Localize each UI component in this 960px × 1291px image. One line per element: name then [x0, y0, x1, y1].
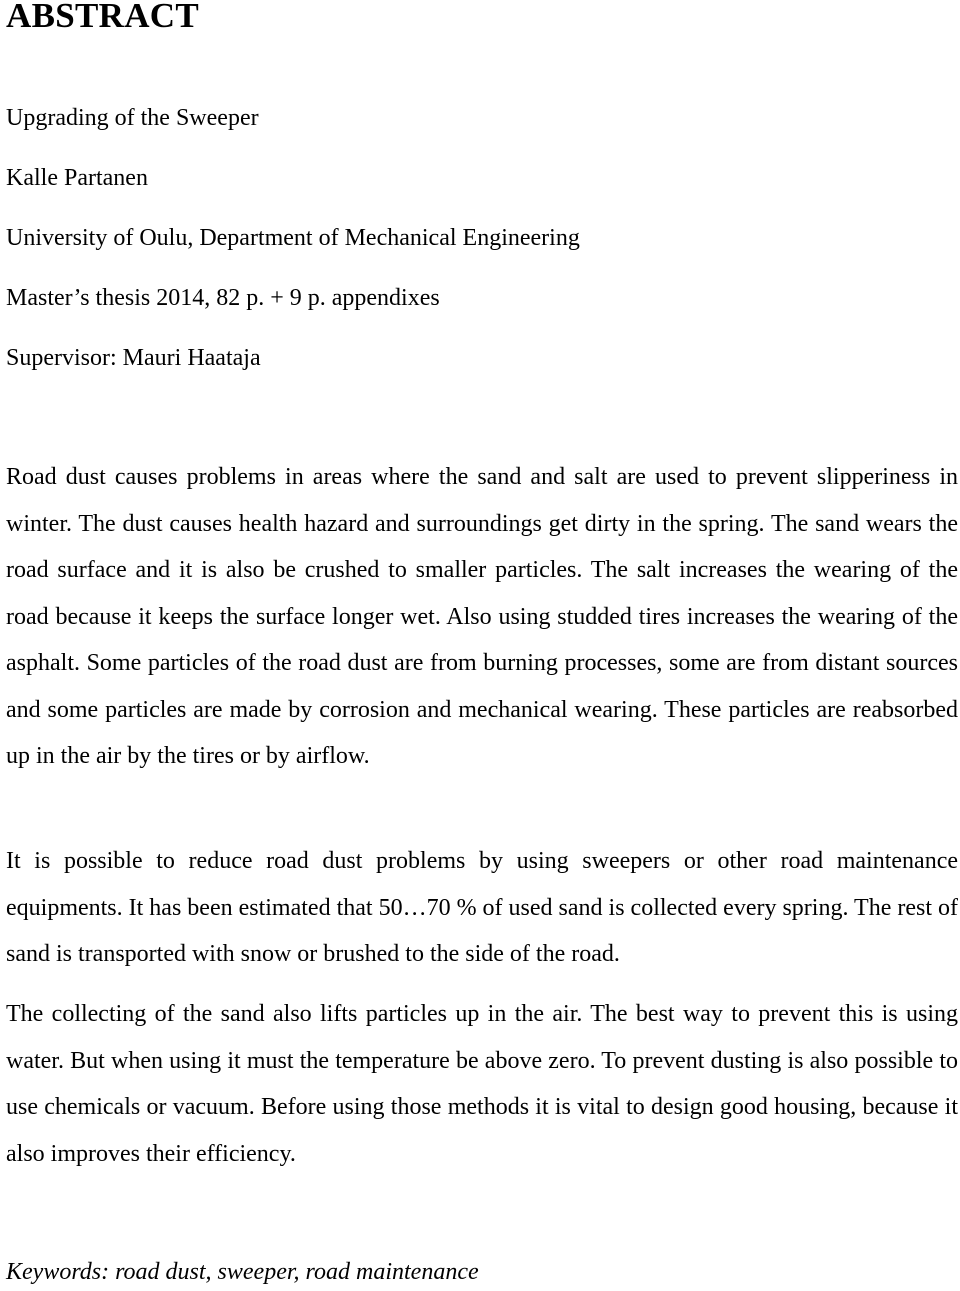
abstract-paragraph-1: Road dust causes problems in areas where the sand and salt are used to prevent slipperiness in winter. The dust causes health hazard and surroundings get dirty in the spring. The sand wears the road surface and it is also be crushed to smaller particles. The salt increases the wearing of the road because it keeps the surface longer wet. Also using studded tires increases the wearing of the asphalt. Some particles of the road dust are from burning processes, some are from distant sources and some particles are made by corrosion and mechanical wearing. These particles are reabsorbed up in the air by the tires or by airflow. [6, 464, 958, 769]
thesis-info: Master’s thesis 2014, 82 p. + 9 p. appendixes [6, 285, 440, 311]
page-title: ABSTRACT [6, 0, 200, 35]
institution: University of Oulu, Department of Mechanical Engineering [6, 225, 580, 251]
abstract-paragraph-3: The collecting of the sand also lifts particles up in the air. The best way to prevent this is using water. But when using it must the temperature be above zero. To prevent dusting is also possible to use chemicals or vacuum. Before using those methods it is vital to design good housing, because it also improves their efficiency. [6, 1001, 958, 1167]
thesis-title: Upgrading of the Sweeper [6, 105, 259, 131]
supervisor: Supervisor: Mauri Haataja [6, 345, 261, 371]
abstract-paragraph-2: It is possible to reduce road dust problems by using sweepers or other road maintenance equipments. It has been estimated that 50…70 % of used sand is collected every spring. The rest of sand is transported with snow or brushed to the side of the road. [6, 848, 958, 967]
author-name: Kalle Partanen [6, 165, 148, 191]
keywords: Keywords: road dust, sweeper, road maintenance [6, 1259, 479, 1285]
